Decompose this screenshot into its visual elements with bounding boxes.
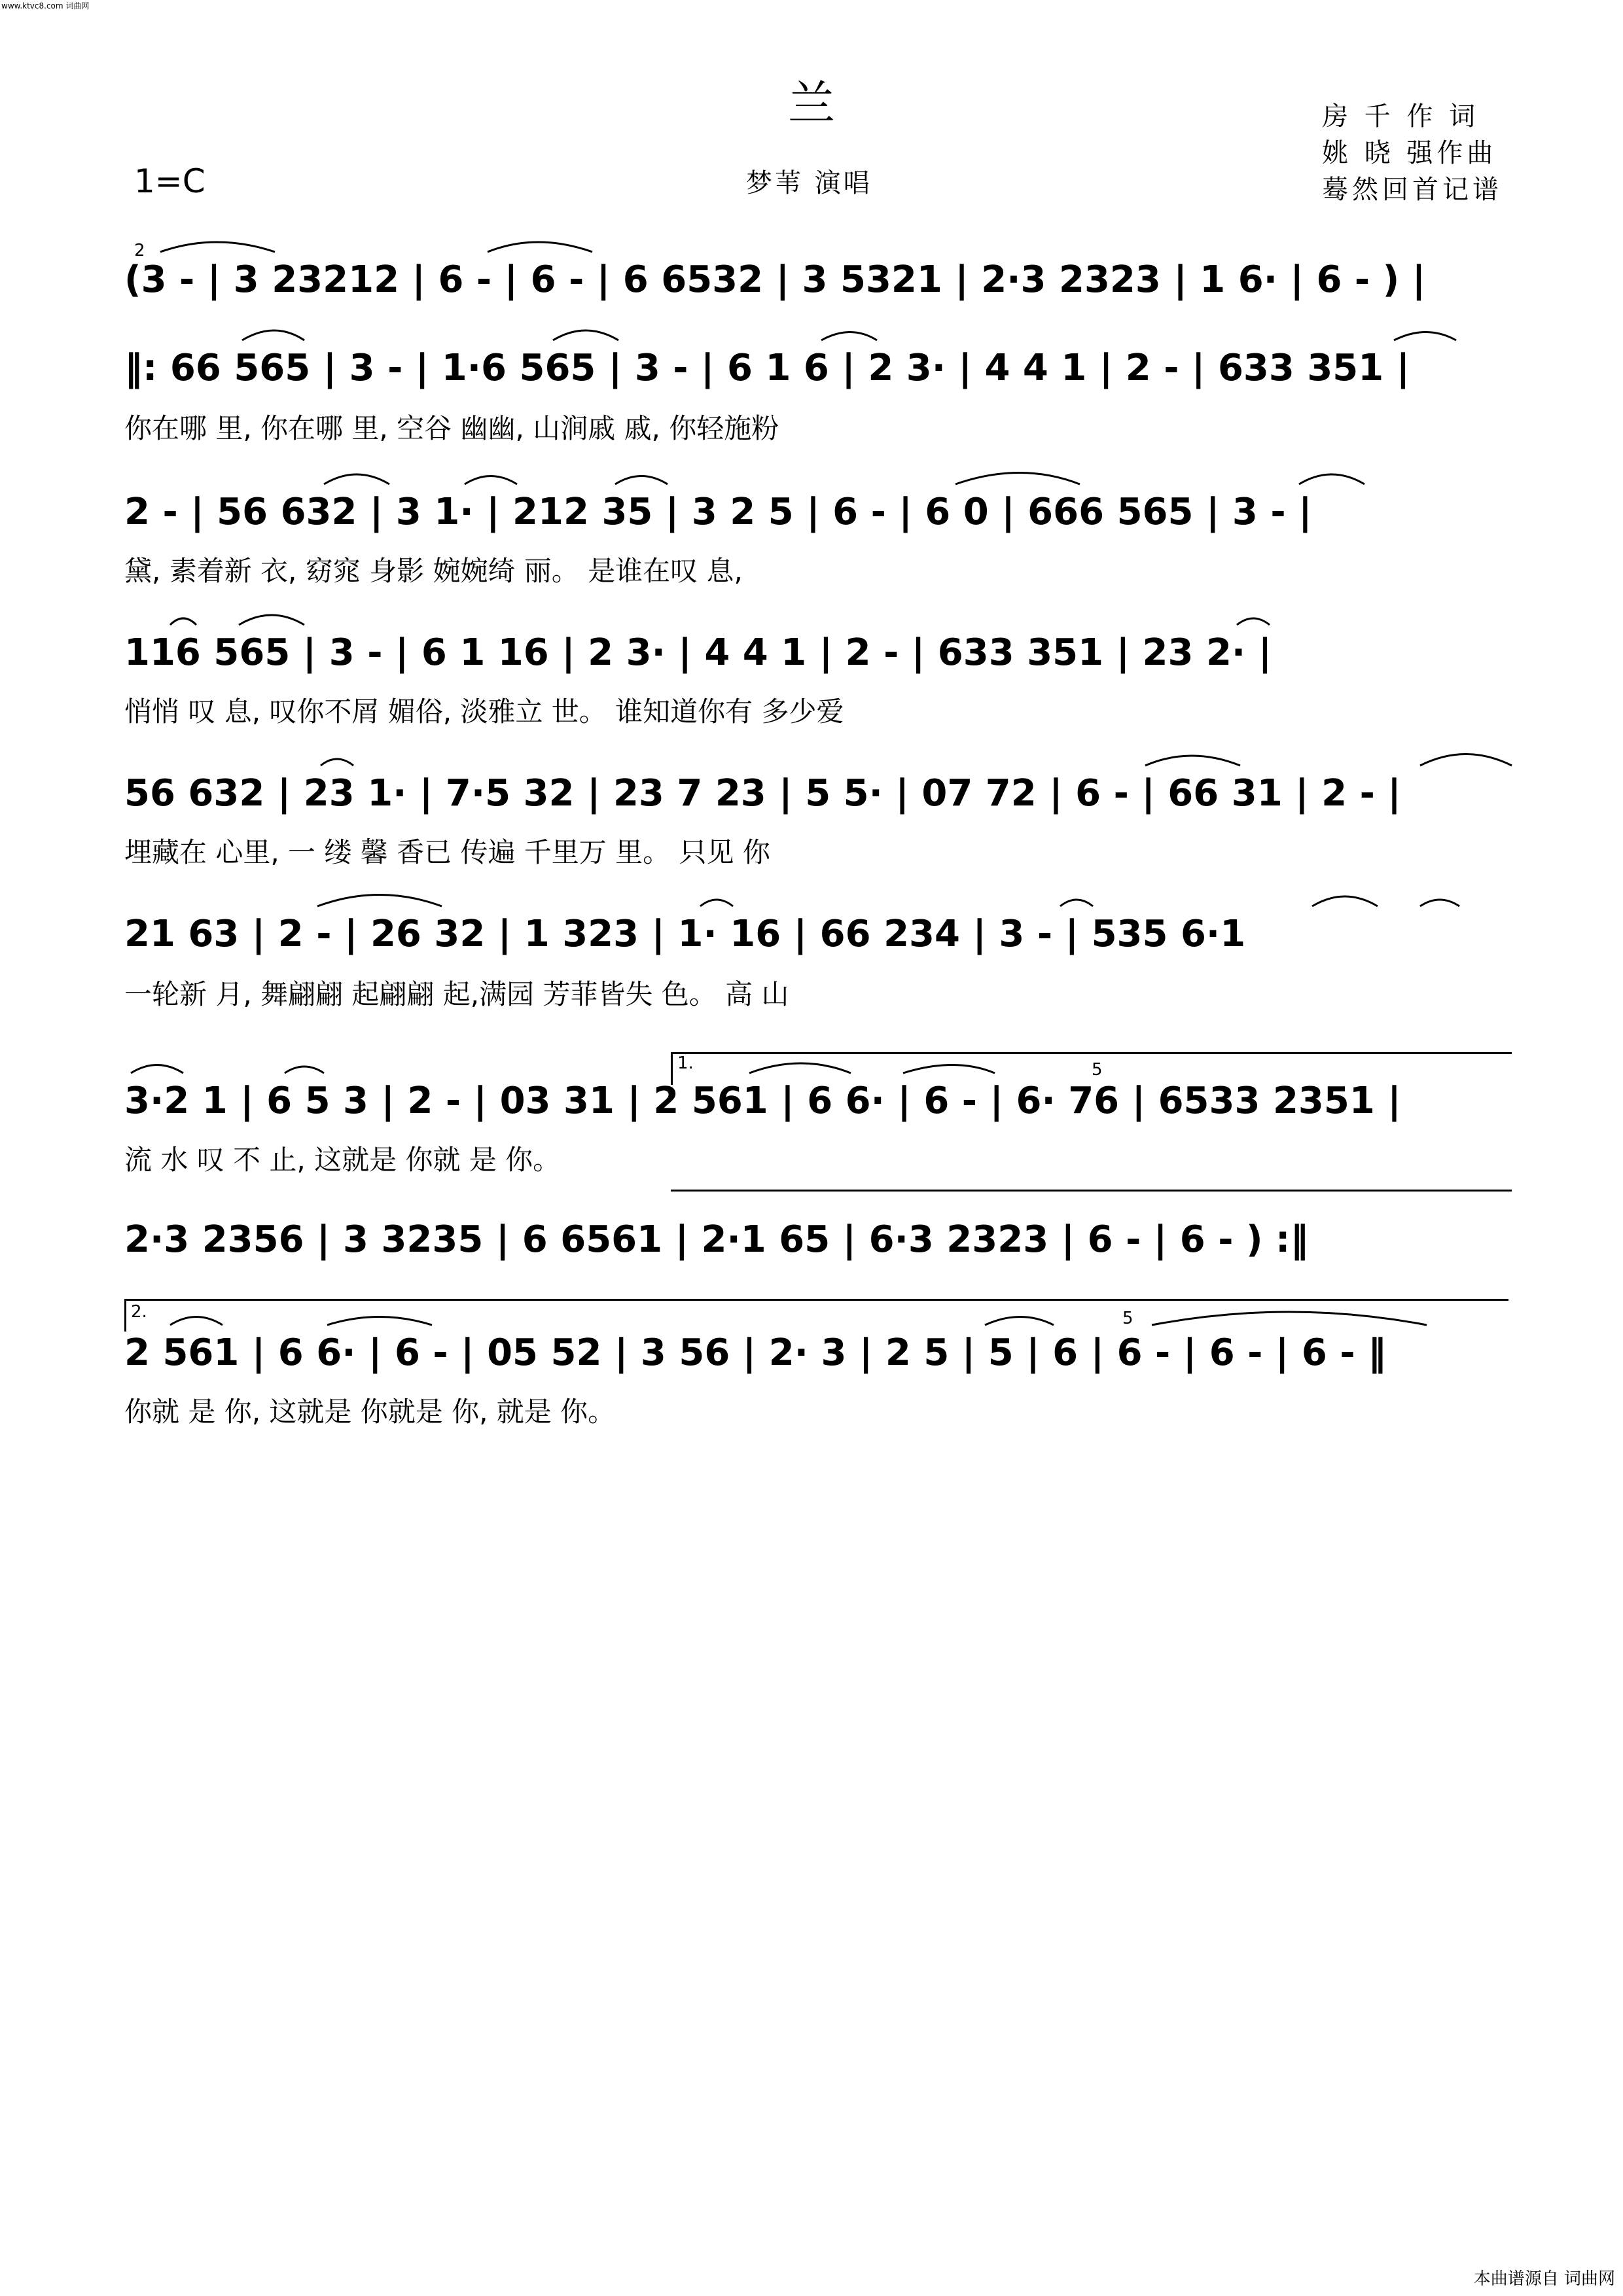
score-line-7-notes: 3·2 1 | 6 5 3 | 2 - | 03 31 | 2 561 | 6 6· | 6 - | 6· 76 | 6533 2351 | bbox=[124, 1080, 1401, 1122]
score-line-7-lyrics: 流 水 叹 不 止, 这就是 你就 是 你。 bbox=[124, 1144, 561, 1176]
slur-line-3a bbox=[324, 474, 389, 484]
score-line-5-lyrics: 埋藏在 心里, 一 缕 馨 香已 传遍 千里万 里。 只见 你 bbox=[124, 836, 770, 868]
slur-line-9b bbox=[327, 1317, 432, 1326]
slur-line-5b bbox=[1145, 756, 1240, 766]
score-line-3-notes: 2 - | 56 632 | 3 1· | 212 35 | 3 2 5 | 6 - | 6 0 | 666 565 | 3 - | bbox=[124, 491, 1312, 533]
slur-line-6c bbox=[1060, 900, 1093, 906]
score-line-3-lyrics: 黛, 素着新 衣, 窈窕 身影 婉婉绮 丽。 是谁在叹 息, bbox=[124, 555, 743, 587]
slur-line-2c bbox=[821, 332, 877, 341]
slur-line-6e bbox=[1420, 900, 1459, 906]
key-signature: 1=C bbox=[134, 162, 205, 200]
slur-line-4c bbox=[1237, 618, 1270, 625]
slur-line-4a bbox=[170, 618, 196, 625]
slur-line-9c bbox=[985, 1317, 1054, 1326]
slur-line-3c bbox=[615, 476, 668, 485]
slur-line-6b bbox=[700, 900, 733, 906]
score-line-6-notes: 21 63 | 2 - | 26 32 | 1 323 | 1· 16 | 66 234 | 3 - | 535 6·1 bbox=[124, 913, 1246, 955]
slur-line-6a bbox=[317, 895, 442, 907]
slur-line-7a bbox=[131, 1065, 183, 1074]
slur-line-3b bbox=[465, 476, 517, 485]
score-line-6-lyrics: 一轮新 月, 舞翩翩 起翩翩 起,满园 芳菲皆失 色。 高 山 bbox=[124, 978, 789, 1010]
footer-source: 本曲谱源自 词曲网 bbox=[1473, 2269, 1615, 2289]
slur-line-3d bbox=[955, 473, 1080, 485]
score-line-9-lyrics: 你就 是 你, 这就是 你就是 你, 就是 你。 bbox=[124, 1396, 616, 1428]
slur-line-3e bbox=[1299, 474, 1364, 484]
composer: 姚 晓 强作曲 bbox=[1322, 138, 1497, 168]
score-line-9-notes: 2 561 | 6 6· | 6 - | 05 52 | 3 56 | 2· 3 | 2 5 | 5 | 6 | 6 - | 6 - | 6 - ‖ bbox=[124, 1332, 1387, 1374]
site-url: www.ktvc8.com 词曲网 bbox=[1, 1, 90, 10]
score-line-2-lyrics: 你在哪 里, 你在哪 里, 空谷 幽幽, 山涧戚 戚, 你轻施粉 bbox=[124, 412, 779, 444]
score-line-2-notes: ‖: 66 565 | 3 - | 1·6 565 | 3 - | 6 1 6 | 2 3· | 4 4 1 | 2 - | 633 351 | bbox=[124, 347, 1410, 389]
slur-line-2d bbox=[1394, 332, 1456, 341]
slur-line-1a bbox=[160, 242, 275, 252]
slur-line-2b bbox=[553, 330, 618, 340]
score-line-8-notes: 2·3 2356 | 3 3235 | 6 6561 | 2·1 65 | 6·3 2323 | 6 - | 6 - ) :‖ bbox=[124, 1218, 1309, 1261]
slur-line-9a bbox=[170, 1317, 223, 1326]
song-title: 兰 bbox=[787, 76, 835, 131]
grace-note-5: 5 bbox=[1092, 1060, 1103, 1080]
grace-note-2: 2 bbox=[134, 241, 145, 260]
slur-line-7b bbox=[285, 1067, 324, 1073]
grace-note-5-ending: 5 bbox=[1122, 1309, 1133, 1328]
slur-line-6d bbox=[1312, 896, 1378, 906]
slur-line-5c bbox=[1420, 754, 1512, 766]
slur-line-9d bbox=[1152, 1312, 1427, 1325]
lyricist: 房 千 作 词 bbox=[1322, 101, 1480, 132]
volta-2-label: 2. bbox=[131, 1302, 147, 1322]
slur-line-2a bbox=[242, 330, 304, 340]
transcriber: 蓦然回首记谱 bbox=[1322, 175, 1503, 205]
singer: 梦苇 演唱 bbox=[746, 168, 872, 198]
slur-line-7d bbox=[903, 1065, 995, 1074]
slur-line-1b bbox=[488, 242, 592, 252]
slur-line-4b bbox=[239, 615, 304, 625]
volta-1-label: 1. bbox=[677, 1053, 694, 1073]
score-line-1-notes: (3 - | 3 23212 | 6 - | 6 - | 6 6532 | 3 5321 | 2·3 2323 | 1 6· | 6 - ) | bbox=[124, 258, 1426, 301]
score-line-4-lyrics: 悄悄 叹 息, 叹你不屑 媚俗, 淡雅立 世。 谁知道你有 多少爱 bbox=[124, 696, 844, 728]
score-line-5-notes: 56 632 | 23 1· | 7·5 32 | 23 7 23 | 5 5· | 07 72 | 6 - | 66 31 | 2 - | bbox=[124, 772, 1401, 815]
slur-line-7c bbox=[749, 1063, 851, 1073]
score-line-4-notes: 116 565 | 3 - | 6 1 16 | 2 3· | 4 4 1 | 2 - | 633 351 | 23 2· | bbox=[124, 631, 1272, 674]
slur-line-5a bbox=[321, 759, 353, 766]
